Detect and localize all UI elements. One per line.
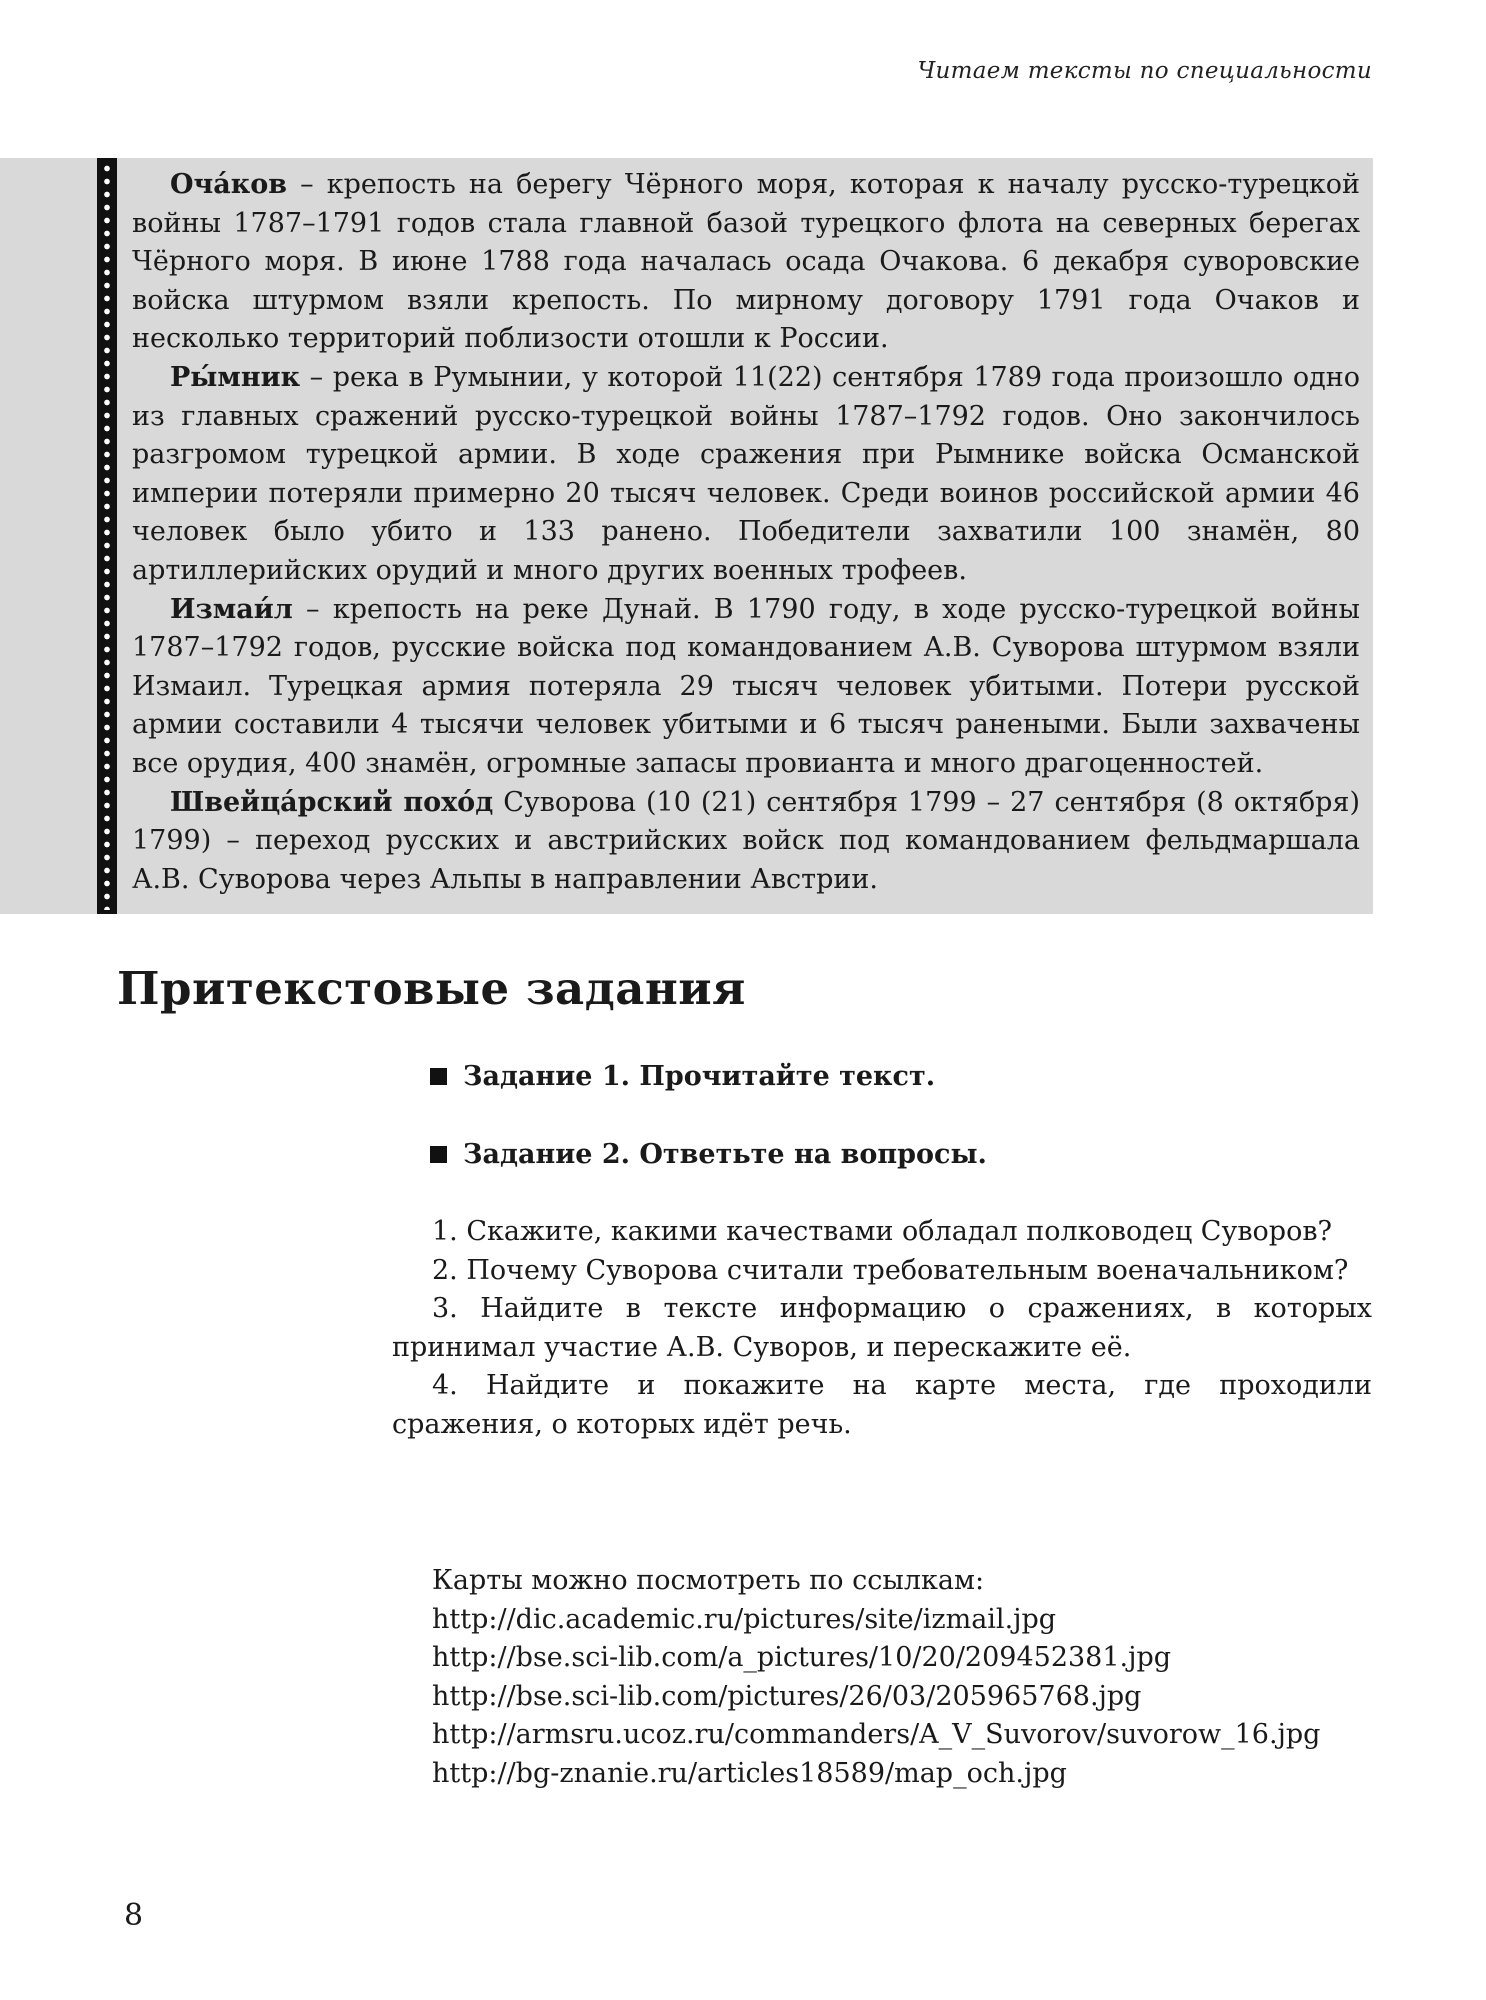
task-item	[430, 1139, 987, 1170]
map-link: http://bse.sci-lib.com/a_pictures/10/20/209452381.jpg	[432, 1642, 1172, 1674]
map-link: http://bg-znanie.ru/articles18589/map_och.jpg	[432, 1757, 1067, 1789]
question-item: 2. Почему Суворова считали требовательным военачальником?	[432, 1254, 1349, 1286]
glossary-entry-swiss-campaign	[132, 784, 1360, 900]
question-item: 1. Скажите, какими качествами обладал полководец Суворов?	[432, 1216, 1333, 1247]
square-bullet-icon	[430, 1068, 447, 1085]
task-label: Задание 2. Ответьте на вопросы.	[463, 1139, 987, 1170]
map-link: http://bse.sci-lib.com/pictures/26/03/205965768.jpg	[432, 1680, 1142, 1712]
glossary-entry-izmail	[132, 591, 1360, 784]
section-title: Притекстовые задания	[117, 962, 746, 1015]
task-label: Задание 1. Прочитайте текст.	[463, 1061, 936, 1092]
map-links	[392, 1562, 1372, 1794]
glossary-term: Ры́мник	[170, 361, 301, 393]
glossary-term: Измаи́л	[170, 593, 293, 625]
question-item: 4. Найдите и покажите на карте места, где проходили сражения, о которых идёт речь.	[392, 1370, 1372, 1440]
task-item	[430, 1061, 935, 1092]
glossary-definition: – крепость на берегу Чёрного моря, которая к началу русско-турецкой войны 1787–1791 годов стала главной базой турецкого флота на северных берегах Чёрного моря. В июне 1788 года началась осада Очакова. 6 декабря суворовские войска штурмом взяли крепость. По мирному договору 1791 года Очаков и несколько территорий поблизости отошли к России.	[132, 169, 1360, 355]
glossary-entry-ochakov	[132, 166, 1360, 359]
glossary-term: Оча́ков	[170, 169, 288, 200]
links-intro: Карты можно посмотреть по ссылкам:	[432, 1565, 985, 1596]
running-head: Читаем тексты по специальности	[917, 58, 1372, 84]
question-item: 3. Найдите в тексте информацию о сражениях, в которых принимал участие А.В. Суворов, и перескажите её.	[392, 1293, 1372, 1363]
dotted-border-decoration	[97, 158, 117, 914]
glossary-definition: Суворова (10 (21) сентября 1799 – 27 сентября (8 октября) 1799) – переход русских и австрийских войск под командованием фельдмаршала А.В. Суворова через Альпы в направлении Австрии.	[132, 786, 1360, 895]
map-link: http://dic.academic.ru/pictures/site/izmail.jpg	[432, 1603, 1057, 1635]
square-bullet-icon	[430, 1146, 447, 1163]
glossary-definition: – река в Румынии, у которой 11(22) сентября 1789 года произошло одно из главных сражений русско-турецкой войны 1787–1792 годов. Оно закончилось разгромом турецкой армии. В ходе сражения при Рымнике войска Османской империи потеряли примерно 20 тысяч человек. Среди воинов российской армии 46 человек было убито и 133 ранено. Победители захватили 100 знамён, 80 артиллерийских орудий и много других военных трофеев.	[132, 361, 1360, 586]
glossary-entry-rymnik	[132, 359, 1360, 591]
glossary-definition: – крепость на реке Дунай. В 1790 году, в ходе русско-турецкой войны 1787–1792 годов, русские войска под командованием А.В. Суворова штурмом взяли Измаил. Турецкая армия потеряла 29 тысяч человек убитыми. Потери русской армии составили 4 тысячи человек убитыми и 6 тысяч ранеными. Были захвачены все орудия, 400 знамён, огромные запасы провианта и много драгоценностей.	[132, 593, 1360, 779]
glossary-text	[132, 166, 1360, 899]
glossary-term: Швейца́рский похо́д	[170, 786, 494, 818]
map-link: http://armsru.ucoz.ru/commanders/A_V_Suvorov/suvorow_16.jpg	[432, 1719, 1321, 1751]
page-number: 8	[124, 1898, 144, 1933]
question-list	[392, 1213, 1372, 1445]
